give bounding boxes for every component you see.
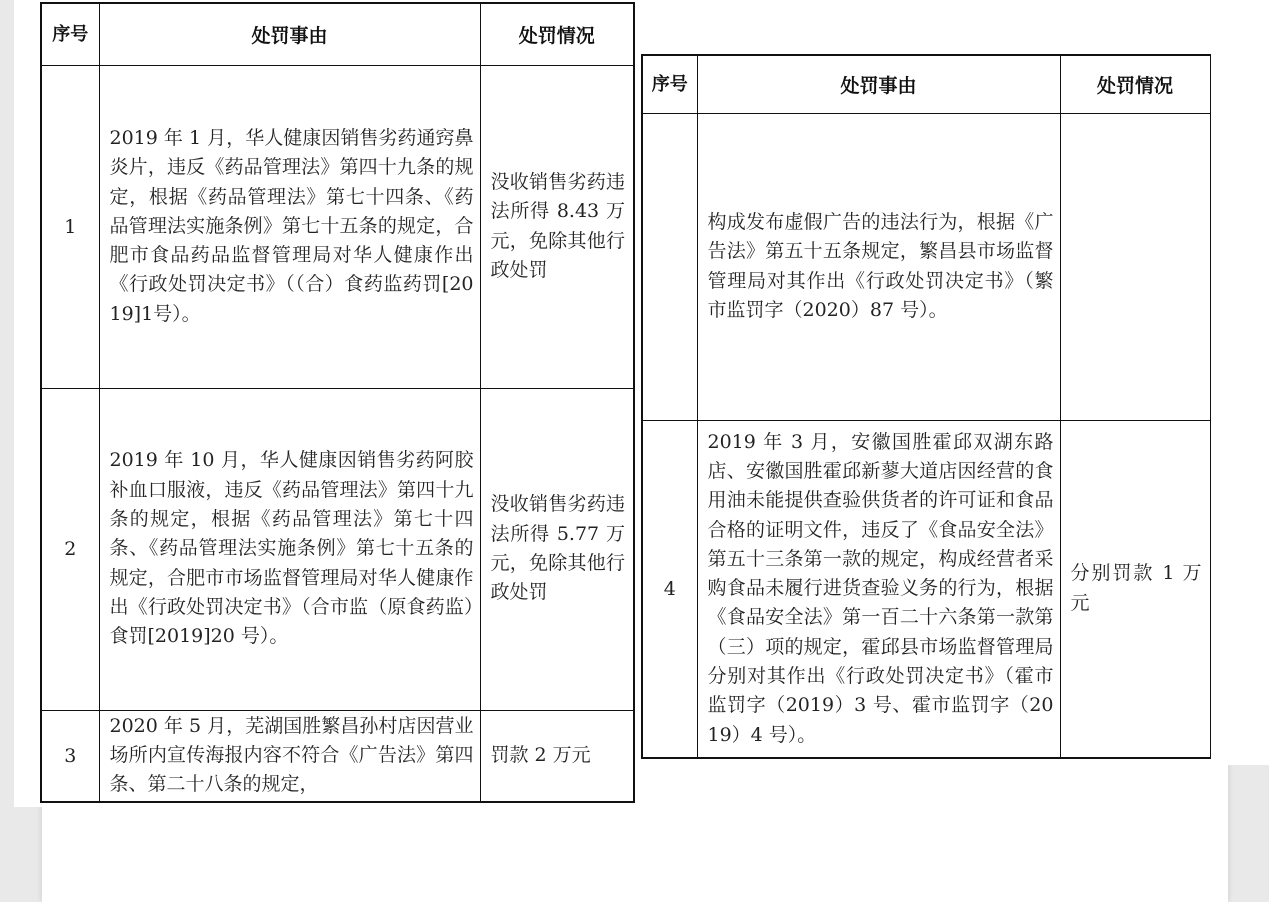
header-reason: 处罚事由 [99,3,480,65]
table-row [41,710,634,802]
table-row [41,65,634,388]
row-serial-number [642,113,697,420]
table-header-row [642,55,1210,113]
header-result: 处罚情况 [480,3,634,65]
row-reason: 2019 年 3 月，安徽国胜霍邱双湖东路店、安徽国胜霍邱新蓼大道店因经营的食用油未能提供查验供货者的许可证和食品合格的证明文件，违反了《食品安全法》第五十三条第一款的规定，构成经营者采购食品未履行进货查验义务的行为，根据《食品安全法》第一百二十六条第一款第（三）项的规定，霍邱县市场监督管理局分别对其作出《行政处罚决定书》（霍市监罚字（2019）3 号、霍市监罚字（2019）4 号）。 [707,430,1054,746]
header-serial-number: 序号 [642,55,697,113]
header-result: 处罚情况 [1060,55,1210,113]
penalty-table-right [641,54,1211,759]
row-serial-number: 2 [41,388,99,710]
table-header-row [41,3,634,65]
penalty-table-left [40,2,635,803]
row-reason: 2019 年 10 月，华人健康因销售劣药阿胶补血口服液，违反《药品管理法》第四十九条的规定，根据《药品管理法》第七十四条、《药品管理法实施条例》第七十五条的规定，合肥市市场监督管理局对华人健康作出《行政处罚决定书》（合市监（原食药监）食罚[2019]20 号）。 [109,449,474,648]
row-reason: 构成发布虚假广告的违法行为，根据《广告法》第五十五条规定，繁昌县市场监督管理局对其作出《行政处罚决定书》（繁市监罚字（2020）87 号）。 [707,210,1054,321]
row-serial-number: 1 [41,65,99,388]
row-result: 没收销售劣药违法所得 5.77 万元，免除其他行政处罚 [490,493,625,604]
row-result: 罚款 2 万元 [490,744,591,767]
row-serial-number: 3 [41,710,99,802]
row-serial-number: 4 [642,420,697,758]
table-row [642,420,1210,758]
table-row [642,113,1210,420]
row-result: 没收销售劣药违法所得 8.43 万元，免除其他行政处罚 [490,170,625,281]
table-row [41,388,634,710]
header-reason: 处罚事由 [697,55,1060,113]
row-result: 分别罚款 1 万元 [1070,562,1202,614]
row-reason: 2020 年 5 月，芜湖国胜繁昌孙村店因营业场所内宣传海报内容不符合《广告法》第四条、第二十八条的规定， [109,714,474,796]
header-serial-number: 序号 [41,3,99,65]
row-reason: 2019 年 1 月，华人健康因销售劣药通窍鼻炎片，违反《药品管理法》第四十九条的规定，根据《药品管理法》第七十四条、《药品管理法实施条例》第七十五条的规定，合肥市食品药品监督管理局对华人健康作出《行政处罚决定书》（（合）食药监药罚[2019]1号）。 [109,126,474,325]
